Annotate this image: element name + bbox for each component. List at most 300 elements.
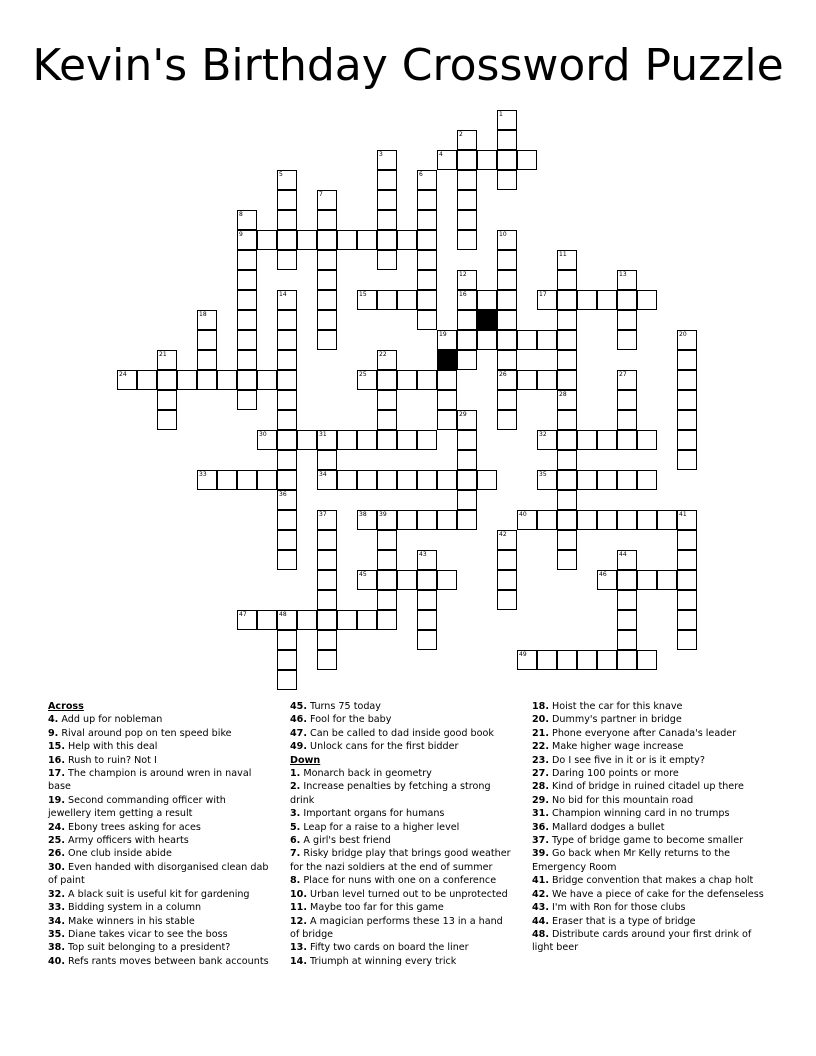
grid-cell[interactable] xyxy=(237,270,257,290)
grid-cell[interactable] xyxy=(617,270,637,290)
clue-text: Top suit belonging to a president? xyxy=(65,942,231,954)
grid-cell[interactable] xyxy=(377,150,397,170)
grid-cell[interactable] xyxy=(257,230,277,250)
grid-cell[interactable] xyxy=(497,170,517,190)
grid-cell[interactable] xyxy=(237,250,257,270)
grid-cell[interactable] xyxy=(277,670,297,690)
grid-cell[interactable] xyxy=(317,250,337,270)
grid-cell[interactable] xyxy=(617,510,637,530)
grid-cell[interactable] xyxy=(457,130,477,150)
grid-cell[interactable] xyxy=(337,430,357,450)
grid-cell[interactable] xyxy=(317,510,337,530)
grid-cell[interactable] xyxy=(197,370,217,390)
grid-cell[interactable] xyxy=(357,430,377,450)
clue-number: 15. xyxy=(48,741,65,753)
grid-cell[interactable] xyxy=(677,550,697,570)
grid-cell[interactable] xyxy=(257,430,277,450)
grid-cell[interactable] xyxy=(317,470,337,490)
grid-cell[interactable] xyxy=(457,210,477,230)
grid-cell[interactable] xyxy=(437,390,457,410)
grid-cell[interactable] xyxy=(417,590,437,610)
grid-cell[interactable] xyxy=(637,510,657,530)
grid-cell[interactable] xyxy=(497,250,517,270)
grid-cell[interactable] xyxy=(377,510,397,530)
grid-cell[interactable] xyxy=(197,330,217,350)
grid-cell[interactable] xyxy=(497,350,517,370)
clue-number: 41. xyxy=(532,875,549,887)
grid-cell[interactable] xyxy=(617,610,637,630)
grid-cell[interactable] xyxy=(677,530,697,550)
grid-cell[interactable] xyxy=(377,230,397,250)
grid-cell[interactable] xyxy=(377,610,397,630)
grid-cell[interactable] xyxy=(317,190,337,210)
grid-cell[interactable] xyxy=(277,230,297,250)
grid-cell[interactable] xyxy=(617,630,637,650)
grid-cell[interactable] xyxy=(377,370,397,390)
clue-item xyxy=(290,713,512,726)
grid-cell[interactable] xyxy=(237,290,257,310)
grid-cell[interactable] xyxy=(577,290,597,310)
grid-cell[interactable] xyxy=(437,370,457,390)
grid-cell[interactable] xyxy=(477,470,497,490)
clue-text: Refs rants moves between bank accounts xyxy=(65,955,269,967)
cell-number: 46 xyxy=(599,571,607,578)
grid-cell[interactable] xyxy=(377,190,397,210)
grid-cell[interactable] xyxy=(317,430,337,450)
grid-cell[interactable] xyxy=(417,370,437,390)
cell-number: 9 xyxy=(239,231,243,238)
grid-cell[interactable] xyxy=(457,490,477,510)
grid-cell[interactable] xyxy=(497,390,517,410)
grid-cell[interactable] xyxy=(497,370,517,390)
grid-cell[interactable] xyxy=(157,370,177,390)
grid-cell[interactable] xyxy=(497,310,517,330)
grid-cell[interactable] xyxy=(417,170,437,190)
cell-number: 30 xyxy=(259,431,267,438)
grid-cell[interactable] xyxy=(377,250,397,270)
grid-cell[interactable] xyxy=(317,450,337,470)
grid-cell[interactable] xyxy=(277,290,297,310)
grid-cell[interactable] xyxy=(557,470,577,490)
clue-number: 16. xyxy=(48,754,65,766)
grid-cell[interactable] xyxy=(537,370,557,390)
cell-number: 5 xyxy=(279,171,283,178)
grid-cell[interactable] xyxy=(357,370,377,390)
grid-cell[interactable] xyxy=(237,210,257,230)
grid-cell[interactable] xyxy=(577,510,597,530)
grid-cell[interactable] xyxy=(397,370,417,390)
grid-cell[interactable] xyxy=(277,190,297,210)
grid-cell[interactable] xyxy=(337,470,357,490)
grid-cell[interactable] xyxy=(597,510,617,530)
grid-cell[interactable] xyxy=(457,430,477,450)
clue-number: 34. xyxy=(48,915,65,927)
grid-cell[interactable] xyxy=(617,650,637,670)
grid-cell[interactable] xyxy=(277,410,297,430)
clue-number: 3. xyxy=(290,808,301,820)
grid-cell[interactable] xyxy=(457,150,477,170)
grid-cell[interactable] xyxy=(297,610,317,630)
grid-cell[interactable] xyxy=(377,390,397,410)
grid-cell[interactable] xyxy=(557,450,577,470)
clue-item xyxy=(532,740,768,753)
grid-cell[interactable] xyxy=(277,370,297,390)
grid-cell[interactable] xyxy=(497,530,517,550)
grid-cell[interactable] xyxy=(557,390,577,410)
grid-cell[interactable] xyxy=(417,230,437,250)
grid-cell[interactable] xyxy=(577,650,597,670)
grid-cell[interactable] xyxy=(497,230,517,250)
clue-number: 27. xyxy=(532,768,549,780)
grid-cell[interactable] xyxy=(457,350,477,370)
grid-cell[interactable] xyxy=(457,410,477,430)
black-cell xyxy=(477,310,497,330)
grid-cell[interactable] xyxy=(557,310,577,330)
clue-item xyxy=(48,941,270,954)
grid-cell[interactable] xyxy=(537,650,557,670)
grid-cell[interactable] xyxy=(417,510,437,530)
grid-cell[interactable] xyxy=(457,230,477,250)
grid-cell[interactable] xyxy=(157,350,177,370)
grid-cell[interactable] xyxy=(557,530,577,550)
grid-cell[interactable] xyxy=(557,250,577,270)
grid-cell[interactable] xyxy=(377,590,397,610)
cell-number: 33 xyxy=(199,471,207,478)
clue-item xyxy=(48,727,270,740)
grid-cell[interactable] xyxy=(597,290,617,310)
grid-cell[interactable] xyxy=(317,610,337,630)
grid-cell[interactable] xyxy=(557,650,577,670)
grid-cell[interactable] xyxy=(417,210,437,230)
grid-cell[interactable] xyxy=(557,550,577,570)
grid-cell[interactable] xyxy=(417,630,437,650)
grid-cell[interactable] xyxy=(277,650,297,670)
clue-item xyxy=(290,727,512,740)
grid-cell[interactable] xyxy=(277,170,297,190)
grid-cell[interactable] xyxy=(617,410,637,430)
grid-cell[interactable] xyxy=(557,330,577,350)
grid-cell[interactable] xyxy=(457,510,477,530)
cell-number: 10 xyxy=(499,231,507,238)
grid-cell[interactable] xyxy=(277,210,297,230)
grid-cell[interactable] xyxy=(557,290,577,310)
grid-cell[interactable] xyxy=(677,410,697,430)
grid-cell[interactable] xyxy=(517,150,537,170)
grid-cell[interactable] xyxy=(317,310,337,330)
grid-cell[interactable] xyxy=(397,430,417,450)
grid-cell[interactable] xyxy=(237,230,257,250)
grid-cell[interactable] xyxy=(317,630,337,650)
cell-number: 4 xyxy=(439,151,443,158)
grid-cell[interactable] xyxy=(537,510,557,530)
grid-cell[interactable] xyxy=(617,290,637,310)
grid-cell[interactable] xyxy=(637,470,657,490)
grid-cell[interactable] xyxy=(477,330,497,350)
grid-cell[interactable] xyxy=(457,470,477,490)
grid-cell[interactable] xyxy=(537,470,557,490)
grid-cell[interactable] xyxy=(157,390,177,410)
grid-cell[interactable] xyxy=(457,170,477,190)
grid-cell[interactable] xyxy=(317,650,337,670)
grid-cell[interactable] xyxy=(357,570,377,590)
grid-cell[interactable] xyxy=(237,390,257,410)
grid-cell[interactable] xyxy=(617,570,637,590)
grid-cell[interactable] xyxy=(277,490,297,510)
grid-cell[interactable] xyxy=(317,230,337,250)
grid-cell[interactable] xyxy=(677,630,697,650)
grid-cell[interactable] xyxy=(417,270,437,290)
grid-cell[interactable] xyxy=(197,310,217,330)
grid-cell[interactable] xyxy=(457,330,477,350)
grid-cell[interactable] xyxy=(617,550,637,570)
grid-cell[interactable] xyxy=(677,570,697,590)
grid-cell[interactable] xyxy=(277,390,297,410)
grid-cell[interactable] xyxy=(377,430,397,450)
grid-cell[interactable] xyxy=(357,610,377,630)
cell-number: 37 xyxy=(319,511,327,518)
grid-cell[interactable] xyxy=(457,190,477,210)
clue-number: 45. xyxy=(290,701,307,712)
grid-cell[interactable] xyxy=(237,370,257,390)
grid-cell[interactable] xyxy=(377,550,397,570)
grid-cell[interactable] xyxy=(297,430,317,450)
grid-cell[interactable] xyxy=(617,430,637,450)
grid-cell[interactable] xyxy=(317,590,337,610)
grid-cell[interactable] xyxy=(557,270,577,290)
grid-cell[interactable] xyxy=(417,310,437,330)
grid-cell[interactable] xyxy=(497,330,517,350)
grid-cell[interactable] xyxy=(477,150,497,170)
grid-cell[interactable] xyxy=(517,370,537,390)
grid-cell[interactable] xyxy=(417,550,437,570)
grid-cell[interactable] xyxy=(317,530,337,550)
grid-cell[interactable] xyxy=(277,610,297,630)
grid-cell[interactable] xyxy=(597,430,617,450)
grid-cell[interactable] xyxy=(317,270,337,290)
clue-item xyxy=(290,874,512,887)
clue-item xyxy=(290,740,512,753)
grid-cell[interactable] xyxy=(317,570,337,590)
grid-cell[interactable] xyxy=(577,470,597,490)
grid-cell[interactable] xyxy=(277,630,297,650)
grid-cell[interactable] xyxy=(497,110,517,130)
grid-cell[interactable] xyxy=(677,590,697,610)
grid-cell[interactable] xyxy=(637,290,657,310)
grid-cell[interactable] xyxy=(597,650,617,670)
grid-cell[interactable] xyxy=(677,510,697,530)
grid-cell[interactable] xyxy=(397,230,417,250)
clue-item xyxy=(290,821,512,834)
grid-cell[interactable] xyxy=(677,350,697,370)
grid-cell[interactable] xyxy=(357,290,377,310)
clue-text: Diane takes vicar to see the boss xyxy=(65,928,228,940)
grid-cell[interactable] xyxy=(477,290,497,310)
grid-cell[interactable] xyxy=(277,350,297,370)
grid-cell[interactable] xyxy=(617,590,637,610)
grid-cell[interactable] xyxy=(277,530,297,550)
grid-cell[interactable] xyxy=(257,370,277,390)
grid-cell[interactable] xyxy=(497,550,517,570)
clue-number: 14. xyxy=(290,955,307,967)
grid-cell[interactable] xyxy=(377,290,397,310)
cell-number: 6 xyxy=(419,171,423,178)
grid-cell[interactable] xyxy=(317,290,337,310)
grid-cell[interactable] xyxy=(497,130,517,150)
grid-cell[interactable] xyxy=(417,250,437,270)
grid-cell[interactable] xyxy=(117,370,137,390)
clue-item xyxy=(290,847,512,874)
grid-cell[interactable] xyxy=(417,570,437,590)
grid-cell[interactable] xyxy=(217,470,237,490)
clue-text: Important organs for humans xyxy=(300,808,445,820)
grid-cell[interactable] xyxy=(397,290,417,310)
grid-cell[interactable] xyxy=(557,510,577,530)
grid-cell[interactable] xyxy=(437,410,457,430)
grid-cell[interactable] xyxy=(457,270,477,290)
grid-cell[interactable] xyxy=(197,350,217,370)
grid-cell[interactable] xyxy=(657,510,677,530)
grid-cell[interactable] xyxy=(457,450,477,470)
grid-cell[interactable] xyxy=(677,370,697,390)
grid-cell[interactable] xyxy=(357,230,377,250)
grid-cell[interactable] xyxy=(277,470,297,490)
grid-cell[interactable] xyxy=(437,470,457,490)
grid-cell[interactable] xyxy=(417,190,437,210)
grid-cell[interactable] xyxy=(417,470,437,490)
grid-cell[interactable] xyxy=(617,390,637,410)
grid-cell[interactable] xyxy=(397,470,417,490)
grid-cell[interactable] xyxy=(637,650,657,670)
grid-cell[interactable] xyxy=(257,610,277,630)
grid-cell[interactable] xyxy=(537,330,557,350)
grid-cell[interactable] xyxy=(617,310,637,330)
grid-cell[interactable] xyxy=(417,290,437,310)
cell-number: 12 xyxy=(459,271,467,278)
grid-cell[interactable] xyxy=(437,150,457,170)
grid-cell[interactable] xyxy=(277,550,297,570)
grid-cell[interactable] xyxy=(497,270,517,290)
grid-cell[interactable] xyxy=(297,230,317,250)
grid-cell[interactable] xyxy=(617,330,637,350)
grid-cell[interactable] xyxy=(377,350,397,370)
grid-cell[interactable] xyxy=(457,290,477,310)
cell-number: 16 xyxy=(459,291,467,298)
grid-cell[interactable] xyxy=(577,430,597,450)
grid-cell[interactable] xyxy=(657,570,677,590)
grid-cell[interactable] xyxy=(177,370,197,390)
grid-cell[interactable] xyxy=(137,370,157,390)
grid-cell[interactable] xyxy=(677,430,697,450)
grid-cell[interactable] xyxy=(277,510,297,530)
grid-cell[interactable] xyxy=(637,430,657,450)
grid-cell[interactable] xyxy=(317,210,337,230)
grid-cell[interactable] xyxy=(237,350,257,370)
grid-cell[interactable] xyxy=(277,430,297,450)
grid-cell[interactable] xyxy=(497,290,517,310)
clue-text: Risky bridge play that brings good weather for the nazi soldiers at the end of summer xyxy=(290,848,511,873)
clue-text: Urban level turned out to be unprotected xyxy=(307,888,508,900)
grid-cell[interactable] xyxy=(497,590,517,610)
clue-text: Rival around pop on ten speed bike xyxy=(58,727,232,739)
clue-text: Phone everyone after Canada's leader xyxy=(549,727,737,739)
grid-cell[interactable] xyxy=(317,330,337,350)
clue-item xyxy=(532,807,768,820)
grid-cell[interactable] xyxy=(517,510,537,530)
grid-cell[interactable] xyxy=(357,470,377,490)
grid-cell[interactable] xyxy=(557,370,577,390)
grid-cell[interactable] xyxy=(157,410,177,430)
grid-cell[interactable] xyxy=(397,570,417,590)
grid-cell[interactable] xyxy=(277,450,297,470)
grid-cell[interactable] xyxy=(377,570,397,590)
grid-cell[interactable] xyxy=(337,230,357,250)
grid-cell[interactable] xyxy=(517,650,537,670)
grid-cell[interactable] xyxy=(437,570,457,590)
grid-cell[interactable] xyxy=(637,570,657,590)
clue-column-1 xyxy=(48,700,270,968)
grid-cell[interactable] xyxy=(557,410,577,430)
grid-cell[interactable] xyxy=(417,610,437,630)
clue-text: Rush to ruin? Not I xyxy=(65,754,157,766)
grid-cell[interactable] xyxy=(197,470,217,490)
grid-cell[interactable] xyxy=(497,150,517,170)
grid-cell[interactable] xyxy=(677,390,697,410)
grid-cell[interactable] xyxy=(237,310,257,330)
cell-number: 1 xyxy=(499,111,503,118)
grid-cell[interactable] xyxy=(437,510,457,530)
grid-cell[interactable] xyxy=(217,370,237,390)
grid-cell[interactable] xyxy=(397,510,417,530)
grid-cell[interactable] xyxy=(377,170,397,190)
clue-item xyxy=(290,834,512,847)
grid-cell[interactable] xyxy=(517,330,537,350)
grid-cell[interactable] xyxy=(677,610,697,630)
grid-cell[interactable] xyxy=(437,330,457,350)
grid-cell[interactable] xyxy=(537,290,557,310)
grid-cell[interactable] xyxy=(337,610,357,630)
grid-cell[interactable] xyxy=(237,610,257,630)
grid-cell[interactable] xyxy=(417,430,437,450)
grid-cell[interactable] xyxy=(357,510,377,530)
grid-cell[interactable] xyxy=(277,250,297,270)
grid-cell[interactable] xyxy=(617,470,637,490)
grid-cell[interactable] xyxy=(457,310,477,330)
grid-cell[interactable] xyxy=(557,350,577,370)
grid-cell[interactable] xyxy=(237,470,257,490)
grid-cell[interactable] xyxy=(377,470,397,490)
grid-cell[interactable] xyxy=(377,410,397,430)
grid-cell[interactable] xyxy=(497,570,517,590)
grid-cell[interactable] xyxy=(277,330,297,350)
grid-cell[interactable] xyxy=(537,430,557,450)
clue-number: 13. xyxy=(290,942,307,954)
grid-cell[interactable] xyxy=(257,470,277,490)
grid-cell[interactable] xyxy=(557,430,577,450)
grid-cell[interactable] xyxy=(377,210,397,230)
grid-cell[interactable] xyxy=(497,410,517,430)
grid-cell[interactable] xyxy=(377,530,397,550)
grid-cell[interactable] xyxy=(597,570,617,590)
grid-cell[interactable] xyxy=(557,490,577,510)
grid-cell[interactable] xyxy=(317,550,337,570)
grid-cell[interactable] xyxy=(677,450,697,470)
clue-text: Bridge convention that makes a chap holt xyxy=(549,875,754,887)
grid-cell[interactable] xyxy=(597,470,617,490)
grid-cell[interactable] xyxy=(677,330,697,350)
grid-cell[interactable] xyxy=(237,330,257,350)
grid-cell[interactable] xyxy=(277,310,297,330)
grid-cell[interactable] xyxy=(617,370,637,390)
